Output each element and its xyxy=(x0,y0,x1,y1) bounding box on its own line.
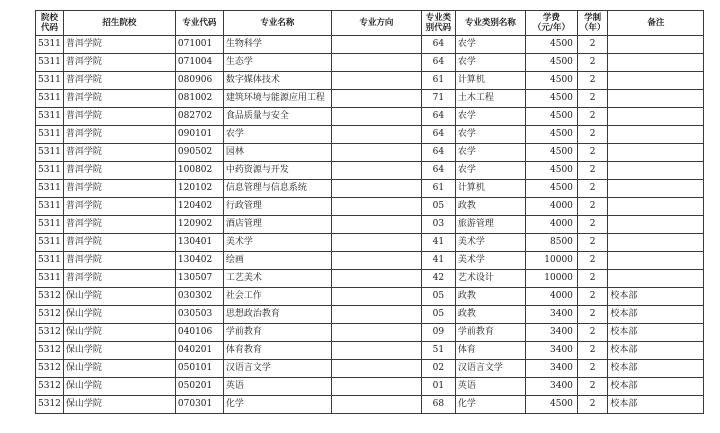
cell-category-code: 02 xyxy=(421,360,455,378)
cell-major-name: 生物科学 xyxy=(223,36,331,54)
cell-major-name: 英语 xyxy=(223,378,331,396)
cell-tuition: 4500 xyxy=(525,144,577,162)
cell-major-direction xyxy=(331,360,421,378)
table-row xyxy=(36,216,704,234)
cell-major-name: 汉语言文学 xyxy=(223,360,331,378)
cell-school-code: 5311 xyxy=(36,108,64,126)
table-row xyxy=(36,360,704,378)
cell-major-code: 130401 xyxy=(175,234,223,252)
cell-category-code: 01 xyxy=(421,378,455,396)
cell-major-direction xyxy=(331,126,421,144)
cell-major-name: 生态学 xyxy=(223,54,331,72)
cell-remarks: 校本部 xyxy=(608,378,704,396)
table-row xyxy=(36,324,704,342)
cell-category-name: 化学 xyxy=(455,396,525,414)
cell-major-direction xyxy=(331,378,421,396)
cell-duration: 2 xyxy=(577,162,608,180)
cell-school-code: 5312 xyxy=(36,342,64,360)
table-row xyxy=(36,180,704,198)
cell-duration: 2 xyxy=(577,108,608,126)
cell-school-name: 普洱学院 xyxy=(63,162,175,180)
table-row xyxy=(36,252,704,270)
cell-major-code: 050201 xyxy=(175,378,223,396)
cell-remarks: 校本部 xyxy=(608,324,704,342)
header-school-name: 招生院校 xyxy=(63,11,175,36)
cell-remarks xyxy=(608,180,704,198)
cell-category-code: 71 xyxy=(421,90,455,108)
cell-school-name: 保山学院 xyxy=(63,360,175,378)
cell-school-name: 普洱学院 xyxy=(63,54,175,72)
cell-category-name: 土木工程 xyxy=(455,90,525,108)
cell-major-direction xyxy=(331,234,421,252)
cell-school-name: 普洱学院 xyxy=(63,126,175,144)
cell-school-name: 普洱学院 xyxy=(63,36,175,54)
cell-category-name: 计算机 xyxy=(455,180,525,198)
cell-major-name: 学前教育 xyxy=(223,324,331,342)
cell-major-direction xyxy=(331,144,421,162)
cell-category-name: 英语 xyxy=(455,378,525,396)
cell-remarks xyxy=(608,162,704,180)
cell-school-code: 5311 xyxy=(36,234,64,252)
cell-major-direction xyxy=(331,72,421,90)
cell-major-direction xyxy=(331,342,421,360)
table-row xyxy=(36,234,704,252)
table-row xyxy=(36,378,704,396)
cell-major-code: 120902 xyxy=(175,216,223,234)
cell-category-name: 学前教育 xyxy=(455,324,525,342)
cell-school-code: 5311 xyxy=(36,72,64,90)
cell-duration: 2 xyxy=(577,342,608,360)
cell-tuition: 3400 xyxy=(525,306,577,324)
cell-school-name: 保山学院 xyxy=(63,324,175,342)
cell-duration: 2 xyxy=(577,54,608,72)
cell-major-code: 070301 xyxy=(175,396,223,414)
cell-school-name: 保山学院 xyxy=(63,306,175,324)
header-category-name: 专业类别名称 xyxy=(455,11,525,36)
cell-school-name: 保山学院 xyxy=(63,288,175,306)
cell-category-name: 汉语言文学 xyxy=(455,360,525,378)
cell-school-code: 5311 xyxy=(36,90,64,108)
cell-major-direction xyxy=(331,324,421,342)
cell-tuition: 10000 xyxy=(525,252,577,270)
cell-duration: 2 xyxy=(577,360,608,378)
cell-major-direction xyxy=(331,306,421,324)
cell-school-name: 保山学院 xyxy=(63,378,175,396)
cell-major-name: 社会工作 xyxy=(223,288,331,306)
cell-remarks: 校本部 xyxy=(608,306,704,324)
cell-category-name: 农学 xyxy=(455,108,525,126)
header-major-code: 专业代码 xyxy=(175,11,223,36)
cell-duration: 2 xyxy=(577,234,608,252)
table-row xyxy=(36,126,704,144)
cell-tuition: 4000 xyxy=(525,216,577,234)
cell-duration: 2 xyxy=(577,396,608,414)
cell-major-direction xyxy=(331,216,421,234)
cell-school-name: 普洱学院 xyxy=(63,234,175,252)
cell-duration: 2 xyxy=(577,180,608,198)
header-duration: 学制 （年） xyxy=(577,11,608,36)
cell-school-code: 5312 xyxy=(36,306,64,324)
cell-major-code: 030302 xyxy=(175,288,223,306)
admission-table xyxy=(35,10,704,414)
cell-tuition: 4500 xyxy=(525,162,577,180)
cell-school-code: 5311 xyxy=(36,54,64,72)
header-major-name: 专业名称 xyxy=(223,11,331,36)
cell-category-code: 09 xyxy=(421,324,455,342)
cell-category-name: 农学 xyxy=(455,126,525,144)
cell-remarks: 校本部 xyxy=(608,342,704,360)
cell-tuition: 8500 xyxy=(525,234,577,252)
cell-remarks xyxy=(608,144,704,162)
cell-major-code: 100802 xyxy=(175,162,223,180)
table-row xyxy=(36,288,704,306)
cell-tuition: 3400 xyxy=(525,342,577,360)
cell-major-direction xyxy=(331,108,421,126)
cell-category-code: 05 xyxy=(421,288,455,306)
table-row xyxy=(36,36,704,54)
cell-major-code: 130507 xyxy=(175,270,223,288)
cell-major-direction xyxy=(331,396,421,414)
table-row xyxy=(36,270,704,288)
cell-category-code: 64 xyxy=(421,108,455,126)
cell-category-code: 03 xyxy=(421,216,455,234)
cell-duration: 2 xyxy=(577,72,608,90)
cell-duration: 2 xyxy=(577,252,608,270)
cell-major-code: 071004 xyxy=(175,54,223,72)
cell-category-name: 体育 xyxy=(455,342,525,360)
cell-school-name: 普洱学院 xyxy=(63,108,175,126)
cell-school-code: 5311 xyxy=(36,144,64,162)
cell-duration: 2 xyxy=(577,198,608,216)
cell-tuition: 4500 xyxy=(525,180,577,198)
cell-major-direction xyxy=(331,162,421,180)
cell-remarks xyxy=(608,198,704,216)
cell-remarks xyxy=(608,252,704,270)
cell-major-code: 040201 xyxy=(175,342,223,360)
cell-major-code: 130402 xyxy=(175,252,223,270)
table-row xyxy=(36,162,704,180)
cell-school-code: 5312 xyxy=(36,324,64,342)
header-remarks: 备注 xyxy=(608,11,704,36)
cell-category-name: 旅游管理 xyxy=(455,216,525,234)
cell-tuition: 10000 xyxy=(525,270,577,288)
cell-category-code: 42 xyxy=(421,270,455,288)
cell-category-code: 64 xyxy=(421,162,455,180)
cell-category-code: 64 xyxy=(421,144,455,162)
table-row xyxy=(36,306,704,324)
cell-remarks xyxy=(608,270,704,288)
cell-major-code: 030503 xyxy=(175,306,223,324)
cell-remarks xyxy=(608,36,704,54)
cell-major-direction xyxy=(331,252,421,270)
cell-category-code: 51 xyxy=(421,342,455,360)
table-row xyxy=(36,90,704,108)
cell-category-name: 农学 xyxy=(455,144,525,162)
cell-duration: 2 xyxy=(577,36,608,54)
cell-school-name: 普洱学院 xyxy=(63,270,175,288)
table-body xyxy=(36,36,704,414)
cell-major-name: 酒店管理 xyxy=(223,216,331,234)
cell-major-code: 090502 xyxy=(175,144,223,162)
cell-school-name: 普洱学院 xyxy=(63,198,175,216)
cell-remarks xyxy=(608,72,704,90)
table-row xyxy=(36,108,704,126)
cell-remarks xyxy=(608,108,704,126)
cell-school-code: 5311 xyxy=(36,162,64,180)
cell-major-name: 中药资源与开发 xyxy=(223,162,331,180)
table-row xyxy=(36,342,704,360)
cell-school-code: 5312 xyxy=(36,288,64,306)
cell-school-name: 保山学院 xyxy=(63,396,175,414)
cell-category-name: 政教 xyxy=(455,306,525,324)
cell-school-code: 5311 xyxy=(36,252,64,270)
cell-duration: 2 xyxy=(577,126,608,144)
cell-major-code: 082702 xyxy=(175,108,223,126)
cell-tuition: 4000 xyxy=(525,198,577,216)
cell-school-name: 普洱学院 xyxy=(63,180,175,198)
cell-category-code: 68 xyxy=(421,396,455,414)
header-row xyxy=(36,11,704,36)
cell-category-name: 艺术设计 xyxy=(455,270,525,288)
cell-major-name: 信息管理与信息系统 xyxy=(223,180,331,198)
table-row xyxy=(36,54,704,72)
cell-category-code: 41 xyxy=(421,252,455,270)
cell-category-code: 05 xyxy=(421,306,455,324)
cell-duration: 2 xyxy=(577,90,608,108)
table-row xyxy=(36,72,704,90)
cell-major-name: 美术学 xyxy=(223,234,331,252)
cell-major-code: 080906 xyxy=(175,72,223,90)
cell-tuition: 4500 xyxy=(525,108,577,126)
cell-tuition: 3400 xyxy=(525,360,577,378)
cell-duration: 2 xyxy=(577,270,608,288)
cell-tuition: 4500 xyxy=(525,396,577,414)
cell-major-name: 体育教育 xyxy=(223,342,331,360)
cell-school-name: 普洱学院 xyxy=(63,144,175,162)
cell-major-name: 思想政治教育 xyxy=(223,306,331,324)
cell-tuition: 4000 xyxy=(525,288,577,306)
header-tuition: 学费 （元/年） xyxy=(525,11,577,36)
cell-category-name: 计算机 xyxy=(455,72,525,90)
cell-tuition: 4500 xyxy=(525,54,577,72)
cell-remarks xyxy=(608,216,704,234)
cell-remarks xyxy=(608,126,704,144)
cell-category-code: 41 xyxy=(421,234,455,252)
cell-remarks: 校本部 xyxy=(608,396,704,414)
cell-major-direction xyxy=(331,198,421,216)
cell-major-direction xyxy=(331,270,421,288)
cell-tuition: 4500 xyxy=(525,90,577,108)
cell-category-name: 美术学 xyxy=(455,252,525,270)
header-major-direction: 专业方向 xyxy=(331,11,421,36)
table-row xyxy=(36,144,704,162)
cell-remarks xyxy=(608,234,704,252)
cell-school-name: 普洱学院 xyxy=(63,90,175,108)
cell-school-name: 普洱学院 xyxy=(63,252,175,270)
cell-remarks xyxy=(608,90,704,108)
cell-category-name: 农学 xyxy=(455,36,525,54)
cell-major-name: 绘画 xyxy=(223,252,331,270)
cell-major-code: 120402 xyxy=(175,198,223,216)
cell-duration: 2 xyxy=(577,144,608,162)
cell-major-code: 081002 xyxy=(175,90,223,108)
cell-school-name: 保山学院 xyxy=(63,342,175,360)
cell-category-name: 农学 xyxy=(455,162,525,180)
cell-school-name: 普洱学院 xyxy=(63,72,175,90)
cell-school-code: 5312 xyxy=(36,360,64,378)
cell-duration: 2 xyxy=(577,216,608,234)
cell-category-code: 61 xyxy=(421,180,455,198)
cell-remarks xyxy=(608,54,704,72)
cell-remarks: 校本部 xyxy=(608,288,704,306)
cell-category-name: 政教 xyxy=(455,288,525,306)
cell-school-name: 普洱学院 xyxy=(63,216,175,234)
cell-major-code: 071001 xyxy=(175,36,223,54)
cell-school-code: 5312 xyxy=(36,396,64,414)
cell-school-code: 5311 xyxy=(36,270,64,288)
cell-category-code: 05 xyxy=(421,198,455,216)
cell-tuition: 3400 xyxy=(525,378,577,396)
cell-major-name: 园林 xyxy=(223,144,331,162)
cell-major-direction xyxy=(331,288,421,306)
cell-major-direction xyxy=(331,54,421,72)
cell-major-name: 建筑环境与能源应用工程 xyxy=(223,90,331,108)
cell-school-code: 5311 xyxy=(36,216,64,234)
cell-major-code: 040106 xyxy=(175,324,223,342)
cell-tuition: 4500 xyxy=(525,126,577,144)
cell-major-name: 化学 xyxy=(223,396,331,414)
header-school-code: 院校 代码 xyxy=(36,11,64,36)
cell-major-name: 工艺美术 xyxy=(223,270,331,288)
cell-duration: 2 xyxy=(577,306,608,324)
cell-duration: 2 xyxy=(577,288,608,306)
cell-tuition: 4500 xyxy=(525,72,577,90)
cell-category-code: 64 xyxy=(421,36,455,54)
cell-major-direction xyxy=(331,36,421,54)
cell-tuition: 4500 xyxy=(525,36,577,54)
cell-major-code: 050101 xyxy=(175,360,223,378)
cell-duration: 2 xyxy=(577,378,608,396)
cell-category-code: 61 xyxy=(421,72,455,90)
cell-category-code: 64 xyxy=(421,54,455,72)
cell-category-name: 美术学 xyxy=(455,234,525,252)
table-row xyxy=(36,396,704,414)
admission-table-sheet xyxy=(35,10,704,414)
cell-remarks: 校本部 xyxy=(608,360,704,378)
cell-duration: 2 xyxy=(577,324,608,342)
cell-category-code: 64 xyxy=(421,126,455,144)
cell-major-name: 食品质量与安全 xyxy=(223,108,331,126)
cell-major-code: 120102 xyxy=(175,180,223,198)
cell-major-name: 农学 xyxy=(223,126,331,144)
cell-school-code: 5311 xyxy=(36,198,64,216)
header-category-code: 专业类 别代码 xyxy=(421,11,455,36)
cell-category-name: 农学 xyxy=(455,54,525,72)
cell-major-name: 数字媒体技术 xyxy=(223,72,331,90)
cell-tuition: 3400 xyxy=(525,324,577,342)
cell-major-direction xyxy=(331,180,421,198)
cell-major-name: 行政管理 xyxy=(223,198,331,216)
cell-school-code: 5312 xyxy=(36,378,64,396)
cell-school-code: 5311 xyxy=(36,36,64,54)
cell-major-direction xyxy=(331,90,421,108)
table-row xyxy=(36,198,704,216)
cell-school-code: 5311 xyxy=(36,180,64,198)
cell-major-code: 090101 xyxy=(175,126,223,144)
cell-category-name: 政教 xyxy=(455,198,525,216)
cell-school-code: 5311 xyxy=(36,126,64,144)
